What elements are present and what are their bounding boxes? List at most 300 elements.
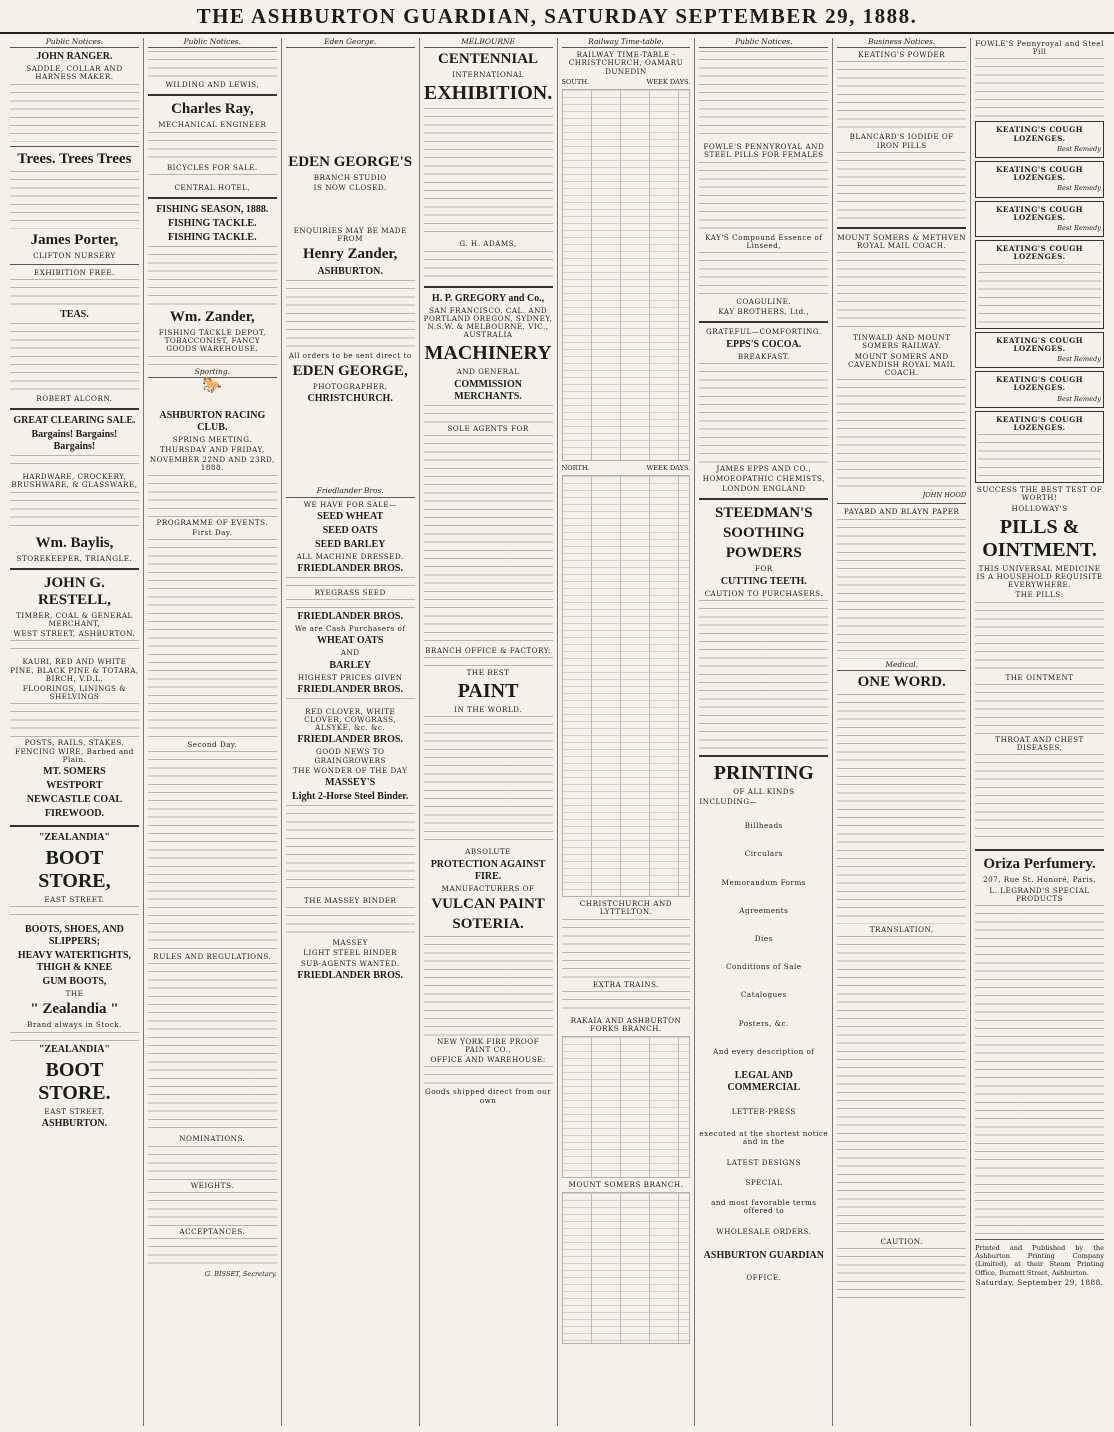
ad-tagline: Best Remedy [1057, 394, 1101, 403]
ad-subheading: EXHIBITION FREE. [34, 267, 115, 277]
ad-subheading: FOWLE'S Pennyroyal and Steel Pill [975, 39, 1104, 57]
text-block [148, 174, 277, 182]
ad-heading: PRINTING [713, 761, 814, 784]
ad-subheading: RYEGRASS SEED [314, 588, 386, 598]
ad-subheading: KAY BROTHERS, Ltd., [718, 307, 810, 317]
text-block [424, 716, 553, 846]
ad-subheading: RULES AND REGULATIONS. [153, 952, 272, 962]
ad-subheading: TIMBER, COAL & GENERAL MERCHANT, [16, 610, 133, 629]
ad-heading: Wm. Baylis, [35, 534, 114, 551]
ad-heading: WESTPORT [46, 780, 103, 792]
column-7 [833, 38, 971, 1426]
text-block [286, 577, 415, 587]
print-item: Catalogues [740, 990, 787, 1000]
text-block [148, 475, 277, 517]
ad-heading: FIREWOOD. [44, 808, 105, 820]
ad-subheading: THIS UNIVERSAL MEDICINE IS A HOUSEHOLD REQUISITE EVERYWHERE. [976, 563, 1103, 590]
timetable [562, 89, 691, 461]
ad-subheading: TINWALD AND MOUNT SOMERS RAILWAY. [852, 333, 951, 351]
ad-subheading: FOR [754, 564, 773, 574]
ad-heading: BOOT STORE. [38, 1058, 111, 1104]
ad-subheading: CAUTION. [880, 1237, 923, 1247]
imprint: Printed and Published by the Ashburton Printing Company (Limited), at their Steam Printing Office, Burnett Street, Ashburton. [975, 1243, 1104, 1277]
text-block [10, 1032, 139, 1042]
ad-subheading: LONDON ENGLAND [722, 484, 806, 494]
ad-tagline: Best Remedy [1057, 184, 1101, 193]
divider [424, 286, 553, 288]
divider [699, 321, 828, 323]
ad-heading: FRIEDLANDER BROS. [297, 683, 403, 695]
ad-heading: PAINT [457, 680, 519, 703]
ad-heading: EDEN GEORGE, [292, 363, 408, 380]
ad-subheading: THE PILLS: [1015, 590, 1064, 600]
spacer [699, 973, 828, 989]
text-block [699, 51, 828, 141]
print-item: Memorandum Forms [721, 877, 806, 887]
ad-subheading: And every description of [713, 1046, 815, 1056]
ad-heading: ONE WORD. [857, 673, 946, 690]
text-block [837, 379, 966, 489]
ad-heading: COMMISSION MERCHANTS. [454, 378, 522, 402]
lozenge-ad [975, 240, 1104, 328]
ad-subheading: Brand always in Stock. [27, 1020, 122, 1030]
ad-subheading: THE OINTMENT [1005, 672, 1074, 682]
text-block [975, 684, 1104, 734]
text-block [286, 805, 415, 895]
text-block [148, 1192, 277, 1226]
text-block [978, 264, 1101, 324]
racehorse-icon: 🐎 [202, 374, 223, 394]
ad-subheading: BREAKFAST. [737, 351, 790, 361]
ad-subheading: L. LEGRAND'S SPECIAL PRODUCTS [989, 885, 1090, 903]
timetable [562, 475, 691, 897]
column-3 [282, 38, 420, 1426]
ad-subheading: TRANSLATION. [869, 924, 934, 934]
ad-subheading: EXTRA TRAINS. [592, 979, 659, 989]
ad-subheading: ALL MACHINE DRESSED. [296, 551, 404, 561]
ad-subheading: OF ALL KINDS [733, 786, 795, 796]
ad-subheading: THROAT AND CHEST DISEASES, [995, 734, 1084, 753]
ad-subheading: KEATING'S COUGH LOZENGES. [996, 125, 1084, 143]
ad-subheading: EAST STREET, [44, 1106, 105, 1116]
column-header: Public Notices. [699, 38, 828, 48]
ad-heading: STEEDMAN'S [715, 505, 813, 522]
spacer [699, 1238, 828, 1248]
ad-subheading: WHOLESALE ORDERS. [716, 1226, 812, 1236]
ad-tagline: Best Remedy [1057, 355, 1101, 364]
ad-heading: FRIEDLANDER BROS. [297, 563, 403, 575]
ad-tagline: Best Remedy [1057, 224, 1101, 233]
ad-subheading: and most favorable terms offered to [711, 1198, 817, 1216]
timetable [562, 1036, 691, 1178]
ad-heading: Light 2-Horse Steel Binder. [292, 791, 409, 803]
ad-heading: POWDERS [725, 545, 802, 562]
column-header: Railway Time-table. [562, 38, 691, 48]
ad-heading: ASHBURTON GUARDIAN [703, 1249, 824, 1261]
column-header: Sporting. [148, 368, 277, 378]
ad-heading: BOOT STORE, [38, 847, 111, 893]
ad-heading: HEAVY WATERTIGHTS, THIGH & KNEE [17, 950, 132, 974]
text-block [148, 539, 277, 739]
ad-subheading: ROBERT ALCORN. [36, 394, 113, 404]
ad-subheading: INCLUDING— [699, 797, 758, 807]
ad-subheading: STOREKEEPER, TRIANGLE. [16, 553, 133, 563]
spacer [699, 832, 828, 848]
ad-subheading: PHOTOGRAPHER, [312, 382, 388, 392]
ad-subheading: LETTER-PRESS [731, 1107, 796, 1117]
ad-subheading: INTERNATIONAL [452, 70, 525, 80]
text-block [10, 906, 139, 922]
ad-heading: FRIEDLANDER BROS. [297, 611, 403, 623]
ad-subheading: OFFICE AND WAREHOUSE: [430, 1055, 546, 1065]
ad-heading: GUM BOOTS, [42, 976, 107, 988]
spacer [699, 1189, 828, 1197]
print-item: Circulars [744, 849, 783, 859]
divider [975, 849, 1104, 851]
text-block [837, 694, 966, 924]
ad-subheading: BRANCH OFFICE & FACTORY: [425, 645, 551, 655]
ad-heading: James Porter, [30, 231, 119, 248]
divider [699, 498, 828, 500]
spacer [699, 1058, 828, 1068]
text-block [424, 1066, 553, 1086]
divider [10, 825, 139, 827]
divider [10, 408, 139, 410]
imprint-date: Saturday, September 29, 1888. [975, 1277, 1104, 1287]
text-block [837, 252, 966, 332]
ad-heading: ASHBURTON. [41, 1117, 108, 1129]
ad-heading: EDEN GEORGE'S [288, 154, 413, 171]
ad-subheading: KAY'S Compound Essence of Linseed, [705, 232, 823, 250]
column-header: Eden George. [286, 38, 415, 48]
column-8 [971, 38, 1108, 1426]
ad-subheading: CAUTION TO PURCHASERS. [704, 588, 824, 598]
ad-subheading: PAYARD AND BLAYN PAPER [843, 507, 960, 517]
ad-subheading: FISHING TACKLE DEPOT, TOBACCONIST, FANCY GOODS WAREHOUSE. [158, 328, 266, 354]
column-header: MELBOURNE [424, 38, 553, 48]
lozenge-ad [975, 371, 1104, 408]
ad-subheading: G. H. ADAMS, [459, 239, 517, 249]
text-block [562, 919, 691, 979]
ad-subheading: GOOD NEWS TO GRAINGROWERS [314, 747, 386, 765]
text-block [10, 640, 139, 656]
ad-subheading: 207, Rue St. Honoré, Paris, [983, 875, 1097, 885]
ad-subheading: AND GENERAL [456, 367, 520, 377]
ad-subheading: IN THE WORLD. [454, 705, 522, 715]
divider [10, 568, 139, 570]
spacer [699, 861, 828, 877]
ad-heading: CUTTING TEETH. [720, 575, 807, 587]
ad-subheading: SOLE AGENTS FOR [447, 423, 529, 433]
table-header [562, 464, 691, 472]
table-header [562, 78, 691, 86]
ad-heading: SEED WHEAT [317, 510, 384, 522]
ad-heading: JOHN G. RESTELL, [37, 574, 111, 608]
ad-subheading: HOLLOWAY'S [1011, 503, 1068, 513]
ad-subheading: WEST STREET, ASHBURTON. [13, 629, 136, 639]
ad-subheading: KEATING'S COUGH LOZENGES. [996, 165, 1084, 183]
ad-subheading: KEATING'S COUGH LOZENGES. [996, 414, 1084, 433]
ad-subheading: THURSDAY AND FRIDAY, [159, 445, 265, 455]
spacer [699, 1096, 828, 1106]
ad-subheading: FLOORINGS, LININGS & SHELVINGS [22, 684, 127, 702]
column-header: Public Notices. [10, 38, 139, 48]
ad-subheading: RAKAIA AND ASHBURTON FORKS BRANCH. [570, 1015, 682, 1034]
ad-heading: Oriza Perfumery. [983, 856, 1096, 873]
text-block [148, 963, 277, 1133]
ad-subheading: SAN FRANCISCO, CAL. AND PORTLAND OREGON, SYDNEY, N.S.W. & MELBOURNE, VIC., AUSTRALIA [423, 305, 553, 340]
ad-subheading: MOUNT SOMERS & METHVEN ROYAL MAIL COACH. [837, 232, 967, 251]
ad-subheading: KEATING'S COUGH LOZENGES. [996, 375, 1084, 393]
ad-subheading: MOUNT SOMERS AND CAVENDISH ROYAL MAIL COACH. [848, 351, 956, 378]
text-block [148, 246, 277, 306]
lozenge-ad [975, 201, 1104, 238]
divider [10, 264, 139, 265]
spacer [699, 1118, 828, 1128]
column-header: Business Notices. [837, 38, 966, 48]
ad-heading: Henry Zander, [302, 246, 398, 263]
text-block [286, 599, 415, 609]
ad-heading: BOOTS, SHOES, AND SLIPPERS; [24, 924, 124, 948]
masthead: THE ASHBURTON GUARDIAN, SATURDAY SEPTEMBER 29, 1888. [0, 4, 1114, 34]
column-header: Public Notices. [148, 38, 277, 48]
text-block [837, 152, 966, 222]
ad-subheading: CHRISTCHURCH AND LYTTELTON. [579, 899, 673, 917]
ad-heading: BARLEY [329, 659, 372, 671]
ad-heading: VULCAN PAINT [431, 895, 545, 912]
ad-heading: MT. SOMERS [43, 766, 106, 778]
ad-subheading: COAGULINE. [736, 297, 792, 307]
ad-subheading: THE [65, 989, 84, 999]
text-block [699, 600, 828, 750]
spacer [286, 51, 415, 151]
ad-subheading: HOMOEOPATHIC CHEMISTS, [702, 474, 825, 484]
ad-heading: MACHINERY [424, 342, 552, 365]
spacer [699, 1002, 828, 1018]
text-block [424, 251, 553, 281]
spacer [699, 945, 828, 961]
text-block [10, 84, 139, 142]
text-block [148, 751, 277, 951]
ad-subheading: NEW YORK FIRE PROOF PAINT CO., [436, 1036, 540, 1055]
print-item: Dies [754, 934, 773, 944]
ad-heading: Charles Ray, [171, 101, 254, 118]
ad-heading: PILLS & OINTMENT. [982, 515, 1097, 561]
ad-subheading: KEATING'S COUGH LOZENGES. [996, 204, 1084, 222]
ad-subheading: BICYCLES FOR SALE. [166, 162, 258, 172]
divider [148, 94, 277, 96]
text-block [286, 698, 415, 706]
ad-subheading: WEIGHTS. [190, 1180, 234, 1190]
ad-subheading: WE HAVE FOR SALE— [303, 499, 397, 509]
ad-heading: SEED BARLEY [315, 538, 386, 550]
ad-heading: Bargains! Bargains! Bargains! [31, 429, 118, 453]
ad-heading: ASHBURTON. [317, 266, 383, 278]
ad-subheading: LIGHT STEEL BINDER [303, 948, 398, 958]
signature: G. BISSET, Secretary. [204, 1270, 277, 1279]
text-block [699, 363, 828, 463]
print-item: Agreements [739, 905, 789, 915]
ad-subheading: MASSEY [332, 938, 368, 948]
text-block [424, 936, 553, 1036]
table-header-cell: NORTH. [561, 464, 590, 473]
print-item: Conditions of Sale [726, 962, 802, 972]
text-block [286, 280, 415, 350]
divider [10, 146, 139, 147]
ad-subheading: EAST STREET. [44, 895, 105, 905]
spacer [699, 808, 828, 820]
text-block [837, 519, 966, 659]
ad-subheading: PROGRAMME OF EVENTS. [156, 517, 269, 527]
text-block [837, 936, 966, 1236]
text-block [975, 602, 1104, 672]
ad-subheading: KAURI, RED AND WHITE PINE, BLACK PINE & TOTARA, BIRCH, V.D.L. [10, 657, 139, 683]
ad-subheading: KEATING'S COUGH LOZENGES. [996, 244, 1084, 262]
ad-subheading: CLIFTON NURSERY [33, 250, 116, 260]
text-block [148, 1146, 277, 1180]
spacer [699, 1149, 828, 1157]
ad-subheading: MANUFACTURERS OF [441, 883, 535, 893]
ad-subheading: OFFICE. [746, 1272, 782, 1282]
table-header-cell: WEEK DAYS. [646, 464, 691, 473]
spacer [699, 1264, 828, 1272]
ad-heading: FRIEDLANDER BROS. [297, 734, 403, 746]
lozenge-ad [975, 411, 1104, 483]
lozenge-ad [975, 121, 1104, 158]
ad-heading: TEAS. [60, 309, 89, 321]
spacer [286, 407, 415, 487]
ad-subheading: BRANCH STUDIO [313, 173, 387, 183]
ad-subheading: executed at the shortest notice and in the [699, 1129, 829, 1147]
text-block [10, 703, 139, 737]
column-header: Medical. [837, 661, 966, 671]
spacer [699, 1169, 828, 1177]
table-header-cell: SOUTH. [561, 77, 590, 86]
text-block [424, 405, 553, 423]
text-block [10, 455, 139, 471]
spacer [699, 917, 828, 933]
spacer [699, 1030, 828, 1046]
ad-subheading: ABSOLUTE [465, 847, 511, 857]
ad-heading: EPPS'S COCOA. [726, 338, 802, 350]
ad-heading: JOHN RANGER. [36, 51, 113, 63]
divider [148, 197, 277, 199]
ad-subheading: SUB-AGENTS WANTED. [300, 958, 400, 968]
ad-heading: CENTENNIAL [438, 51, 539, 68]
signature: JOHN HOOD [922, 491, 967, 500]
text-block [424, 435, 553, 645]
column-4 [420, 38, 558, 1426]
ad-heading: Wm. Zander, [169, 309, 255, 326]
ad-subheading: MECHANICAL ENGINEER [158, 120, 267, 130]
ad-tagline: Best Remedy [1057, 144, 1101, 153]
text-block [975, 754, 1104, 844]
text-block [699, 252, 828, 296]
text-block [978, 434, 1101, 478]
ad-heading: SOTERIA. [452, 915, 524, 932]
ad-heading: SOOTHING [722, 525, 805, 542]
ad-heading: LEGAL AND COMMERCIAL [727, 1070, 801, 1094]
lozenge-ad [975, 332, 1104, 369]
text-block [10, 492, 139, 532]
ad-heading: Trees. Trees Trees [17, 150, 132, 167]
ad-subheading: We are Cash Purchasers of [294, 624, 406, 634]
divider [837, 227, 966, 229]
ad-subheading: SPRING MEETING. [172, 434, 252, 444]
column-6 [695, 38, 833, 1426]
text-block [562, 991, 691, 1015]
text-block [10, 323, 139, 393]
ad-heading: H. P. GREGORY and Co., [431, 292, 545, 304]
text-block [424, 657, 553, 667]
spacer [699, 1218, 828, 1226]
ad-subheading: ACCEPTANCES. [179, 1226, 246, 1236]
ad-subheading: FOWLE'S PENNYROYAL AND STEEL PILLS FOR FEMALES [703, 142, 825, 160]
ad-subheading: NOMINATIONS. [179, 1134, 246, 1144]
ad-heading: FISHING SEASON, 1888. [156, 204, 269, 216]
ad-subheading: HIGHEST PRICES GIVEN [297, 672, 403, 682]
text-block [148, 356, 277, 366]
text-block [699, 162, 828, 232]
text-block [148, 132, 277, 162]
text-block [975, 58, 1104, 118]
ad-heading: EXHIBITION. [423, 82, 553, 105]
ad-subheading: AND [340, 648, 360, 658]
ad-heading: "ZEALANDIA" [38, 1043, 110, 1055]
print-item: Posters, &c. [738, 1018, 789, 1028]
table-header-cell: WEEK DAYS. [646, 77, 691, 86]
text-block [286, 907, 415, 937]
ad-subheading: WILDING AND LEWIS, [165, 80, 260, 90]
column-5 [558, 38, 696, 1426]
ad-subheading: CENTRAL HOTEL, [174, 182, 251, 192]
ad-heading: GREAT CLEARING SALE. [13, 415, 136, 427]
timetable [562, 1192, 691, 1344]
ad-subheading: First Day. [192, 527, 233, 537]
ad-subheading: ENQUIRIES MAY BE MADE FROM [293, 225, 407, 243]
ad-heading: WHEAT OATS [316, 635, 384, 647]
ad-heading: PROTECTION AGAINST FIRE. [430, 858, 546, 882]
ad-subheading: THE MASSEY BINDER [303, 896, 397, 906]
ad-subheading: Second Day. [187, 740, 238, 750]
ad-subheading: All orders to be sent direct to [288, 351, 412, 361]
ad-subheading: KEATING'S COUGH LOZENGES. [996, 335, 1084, 353]
text-block [148, 1238, 277, 1268]
ad-subheading: THE BEST [466, 668, 510, 678]
ad-subheading: THE WONDER OF THE DAY [292, 765, 408, 775]
ad-heading: CHRISTCHURCH. [307, 393, 393, 405]
ad-subheading: IS NOW CLOSED. [313, 183, 387, 193]
ad-subheading: POSTS, RAILS, STAKES, FENCING WIRE, Barbed and Plain. [14, 738, 134, 764]
ad-subheading: LATEST DESIGNS [726, 1157, 801, 1167]
text-block [837, 1248, 966, 1298]
ad-heading: MASSEY'S [325, 777, 376, 789]
ad-subheading: HARDWARE, CROCKERY, BRUSHWARE, & GLASSWARE, [11, 472, 138, 490]
ad-heading: " Zealandia " [30, 1001, 119, 1018]
divider [699, 755, 828, 757]
column-2 [144, 38, 282, 1426]
ad-heading: FISHING TACKLE. [168, 218, 257, 230]
ad-heading: SEED OATS [322, 524, 378, 536]
column-header: Friedlander Bros. [286, 487, 415, 497]
ad-heading: "ZEALANDIA" [38, 832, 110, 844]
ad-heading: NEWCASTLE COAL [26, 794, 123, 806]
ad-heading: FRIEDLANDER BROS. [297, 969, 403, 981]
ad-heading: FISHING TACKLE. [168, 232, 257, 244]
ad-subheading: NOVEMBER 22ND AND 23RD, 1888. [149, 455, 275, 473]
ad-subheading: SUCCESS THE BEST TEST OF WORTH! [976, 485, 1103, 503]
divider [975, 1239, 1104, 1240]
